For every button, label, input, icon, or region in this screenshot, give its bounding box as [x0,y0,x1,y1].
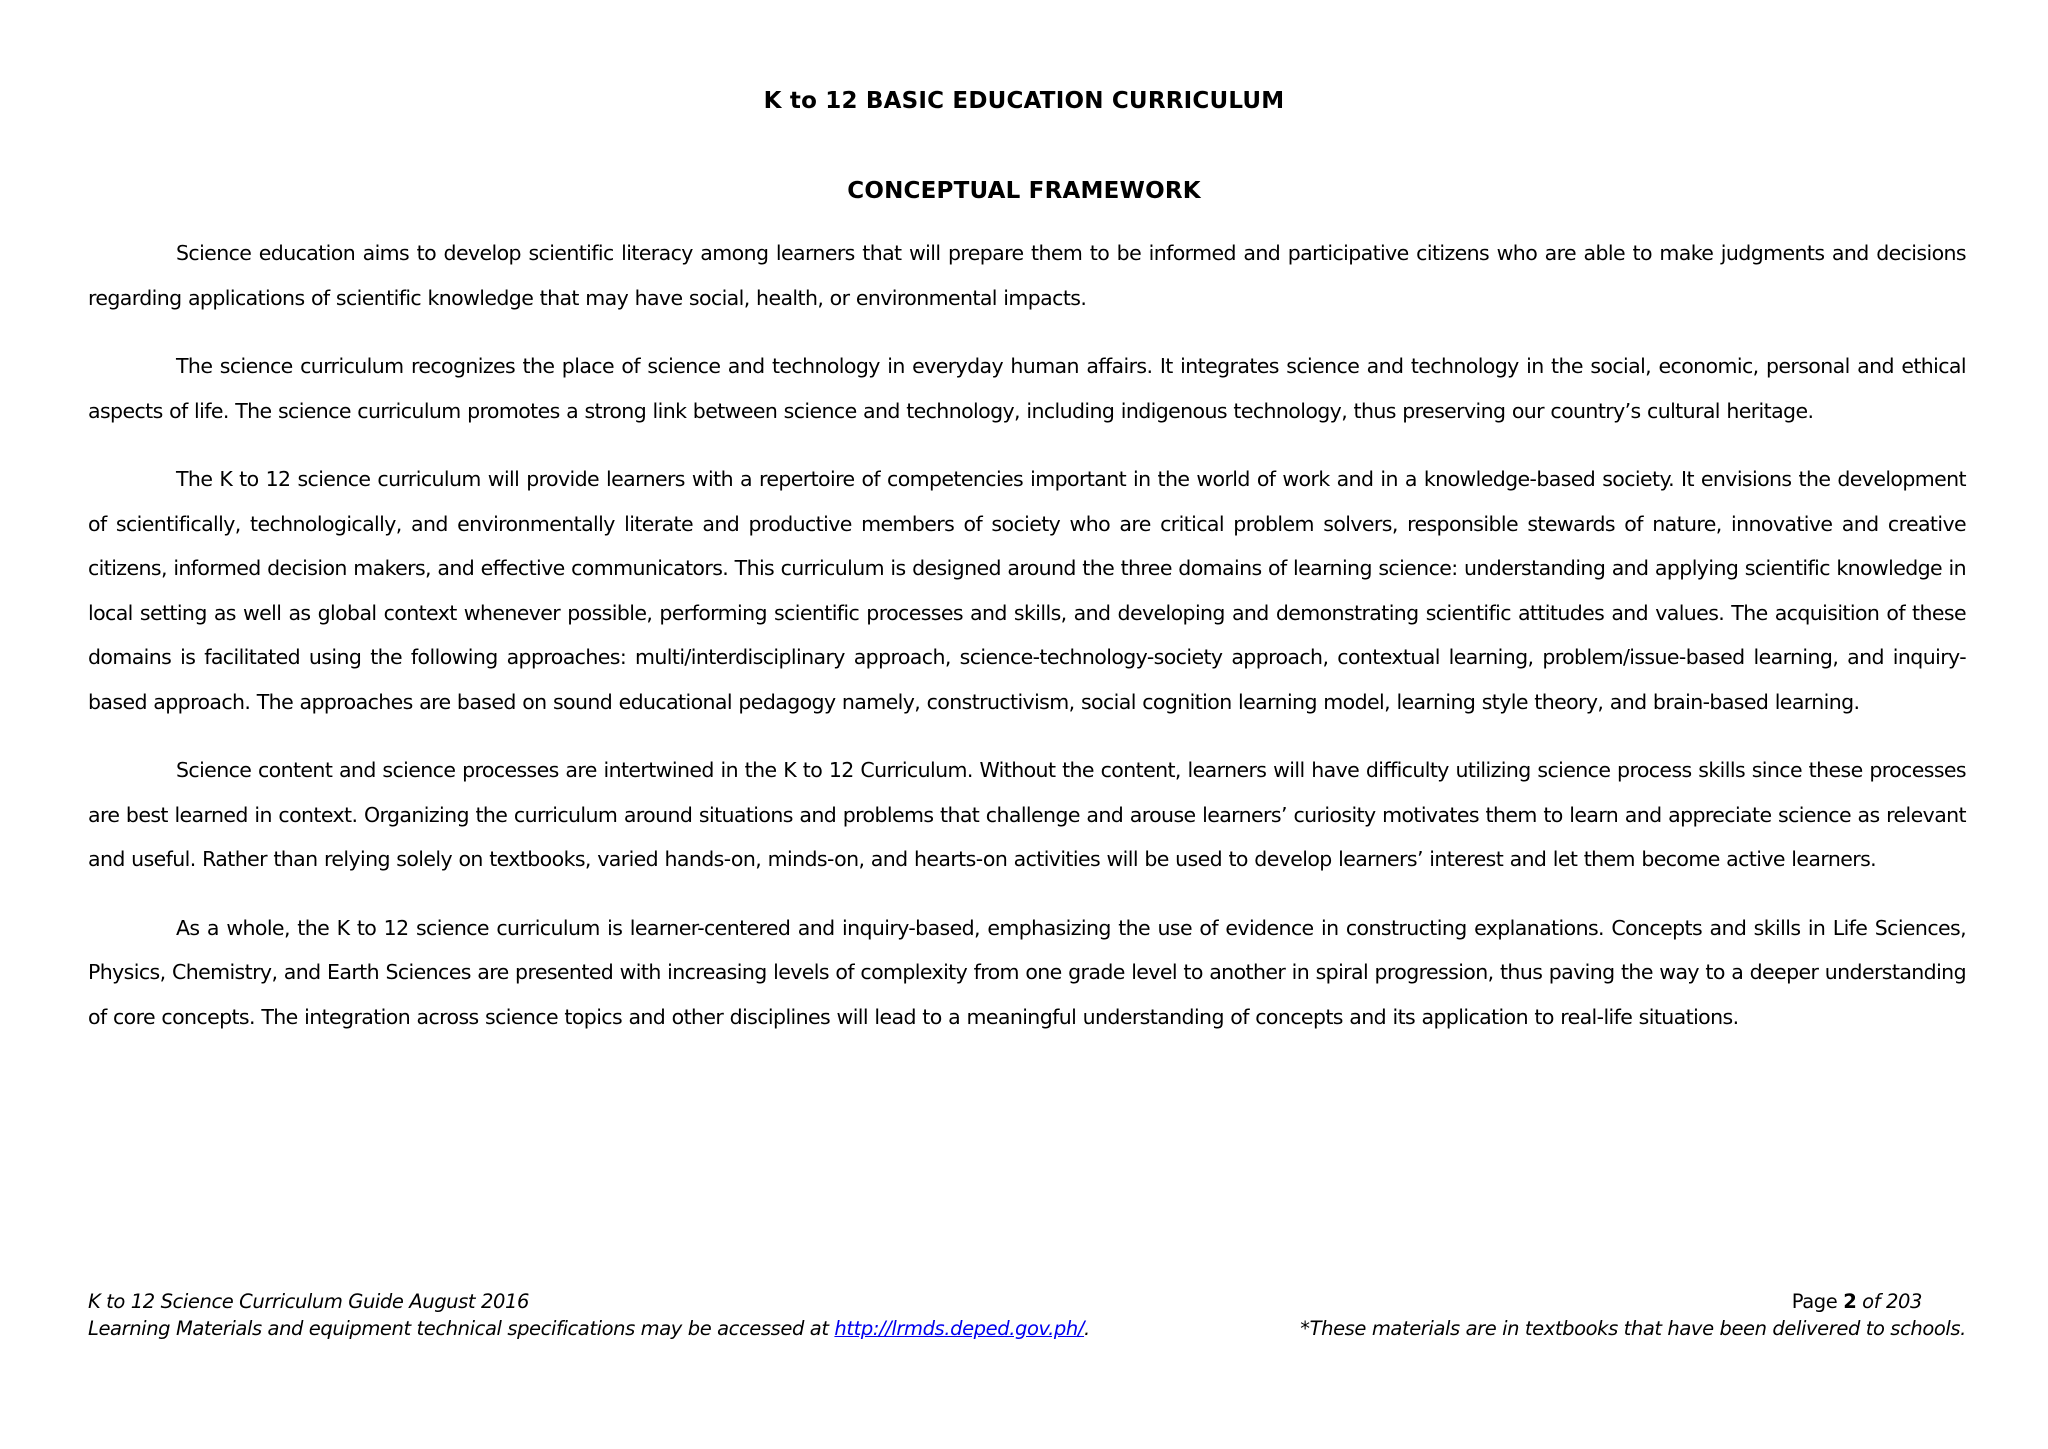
page-footer [88,1288,1966,1342]
section-title: CONCEPTUAL FRAMEWORK [847,178,1201,204]
paragraph-1: Science education aims to develop scientific literacy among learners that will prepare them to be informed and participative citizens who are able to make judgments and decisions regarding applications of scientific knowledge that may have social, health, or environmental impacts. [88,241,1966,310]
footer-row-2 [88,1315,1966,1342]
access-text: Learning Materials and equipment technical specifications may be accessed at [88,1317,829,1340]
footer-row-1 [88,1288,1966,1315]
delivery-note: *These materials are in textbooks that have been delivered to schools. [1300,1317,1966,1340]
page-total: of 203 [1862,1290,1922,1313]
paragraph-3: The K to 12 science curriculum will provide learners with a repertoire of competencies important in the world of work and in a knowledge-based society. It envisions the development of scientifically, technologically, and environmentally literate and productive members of society who are critical problem solvers, responsible stewards of nature, innovative and creative citizens, informed decision makers, and effective communicators. This curriculum is designed around the three domains of learning science: understanding and applying scientific knowledge in local setting as well as global context whenever possible, performing scientific processes and skills, and developing and demonstrating scientific attitudes and values. The acquisition of these domains is facilitated using the following approaches: multi/interdisciplinary approach, science-technology-society approach, contextual learning, problem/issue-based learning, and inquiry-based approach. The approaches are based on sound educational pedagogy namely, constructivism, social cognition learning model, learning style theory, and brain-based learning. [88,467,1966,714]
document-title: K to 12 BASIC EDUCATION CURRICULUM [763,88,1285,114]
guide-title: K to 12 Science Curriculum Guide August 2016 [88,1290,529,1313]
body-text [88,231,1966,1063]
access-suffix: . [1084,1317,1090,1340]
paragraph-5: As a whole, the K to 12 science curriculum is learner-centered and inquiry-based, emphasizing the use of evidence in constructing explanations. Concepts and skills in Life Sciences, Physics, Chemistry, and Earth Sciences are presented with increasing levels of complexity from one grade level to another in spiral progression, thus paving the way to a deeper understanding of core concepts. The integration across science topics and other disciplines will lead to a meaningful understanding of concepts and its application to real-life situations. [88,915,1966,1029]
paragraph-2: The science curriculum recognizes the place of science and technology in everyday human affairs. It integrates science and technology in the social, economic, personal and ethical aspects of life. The science curriculum promotes a strong link between science and technology, including indigenous technology, thus preserving our country’s cultural heritage. [88,354,1966,423]
lrmds-link[interactable]: http://lrmds.deped.gov.ph/ [834,1317,1085,1340]
paragraph-4: Science content and science processes are intertwined in the K to 12 Curriculum. Without the content, learners will have difficulty utilizing science process skills since these processes are best learned in context. Organizing the curriculum around situations and problems that challenge and arouse learners’ curiosity motivates them to learn and appreciate science as relevant and useful. Rather than relying solely on textbooks, varied hands-on, minds-on, and hearts-on activities will be used to develop learners’ interest and let them become active learners. [88,758,1966,871]
page-number [1792,1288,1922,1315]
page-number-value: 2 [1843,1290,1857,1313]
access-note [88,1315,1090,1342]
page-label: Page [1791,1290,1838,1313]
